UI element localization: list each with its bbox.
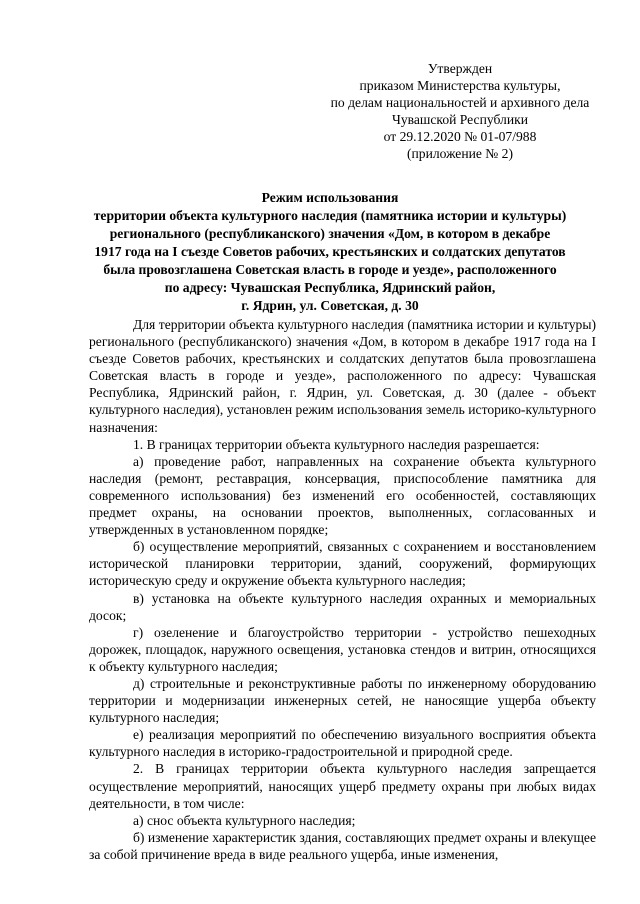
title-line: по адресу: Чувашская Республика, Ядринский район, — [164, 280, 496, 295]
document-body — [89, 316, 596, 863]
approval-line: Чувашской Республики — [392, 112, 528, 127]
approval-block — [300, 60, 620, 162]
approval-line: от 29.12.2020 № 01-07/988 — [383, 129, 537, 144]
section-2-item-a: а) снос объекта культурного наследия; — [133, 812, 356, 828]
approval-line: (приложение № 2) — [406, 146, 514, 161]
section-1-heading: 1. В границах территории объекта культурного наследия разрешается: — [133, 436, 540, 452]
section-1-item-b: б) осуществление мероприятий, связанных с сохранением и восстановлением исторической планировки территории, зданий, сооружений, формирующих историческую среду и окружение объекта культурного наследия; — [89, 539, 596, 589]
section-1-item-e: д) строительные и реконструктивные работы по инженерному оборудованию территории и модернизации инженерных сетей, не наносящие ущерба объекту культурного наследия; — [89, 675, 596, 726]
document-title — [60, 189, 600, 315]
section-2-heading: 2. В границах территории объекта культурного наследия запрещается осуществление мероприятий, наносящих ущерб предмету охраны при любых видах деятельности, в том числе: — [89, 761, 596, 811]
title-line: территории объекта культурного наследия (памятника истории и культуры) — [93, 208, 567, 223]
approval-line: Утвержден — [427, 61, 493, 76]
title-line: Режим использования — [261, 190, 399, 205]
section-2-item-b: б) изменение характеристик здания, составляющих предмет охраны и влекущее за собой причинение вреда в виде реального ущерба, иные изменения, — [89, 829, 596, 862]
intro-paragraph: Для территории объекта культурного наследия (памятника истории и культуры) регионального (республиканского) значения «Дом, в котором в декабре 1917 года на I съезде Советов рабочих, крестьянских и солдатских депутатов была провозглашена Советская власть в городе и уезде», расположенного по адресу: Чувашская Республика, Ядринский район, г. Ядрин, ул. Советская, д. 30 (далее - объект культурного наследия), установлен режим использования земель историко-культурного назначения: — [89, 317, 596, 435]
approval-line: по делам национальностей и архивного дела — [330, 95, 590, 110]
title-line: была провозглашена Советская власть в городе и уезде», расположенного — [103, 262, 557, 277]
section-1-item-c: в) установка на объекте культурного наследия охранных и мемориальных досок; — [89, 590, 596, 623]
title-line: 1917 года на I съезде Советов рабочих, крестьянских и солдатских депутатов — [94, 244, 566, 259]
title-line: регионального (республиканского) значения «Дом, в котором в декабре — [109, 226, 551, 241]
section-1-item-d: г) озеленение и благоустройство территории - устройство пешеходных дорожек, площадок, наружного освещения, установка стендов и витрин, относящихся к объекту культурного наследия; — [89, 624, 596, 674]
approval-line: приказом Министерства культуры, — [359, 78, 561, 93]
section-1-item-f: е) реализация мероприятий по обеспечению визуального восприятия объекта культурного наследия в историко-градостроительной и природной среде. — [89, 727, 596, 760]
section-1-item-a: а) проведение работ, направленных на сохранение объекта культурного наследия (ремонт, реставрация, консервация, приспособление памятника для современного использования) без изменений его особенностей, составляющих предмет охраны, на основании проектов, выполненных, согласованных и утвержденных в установленном порядке; — [89, 453, 596, 538]
title-line: г. Ядрин, ул. Советская, д. 30 — [241, 298, 419, 313]
